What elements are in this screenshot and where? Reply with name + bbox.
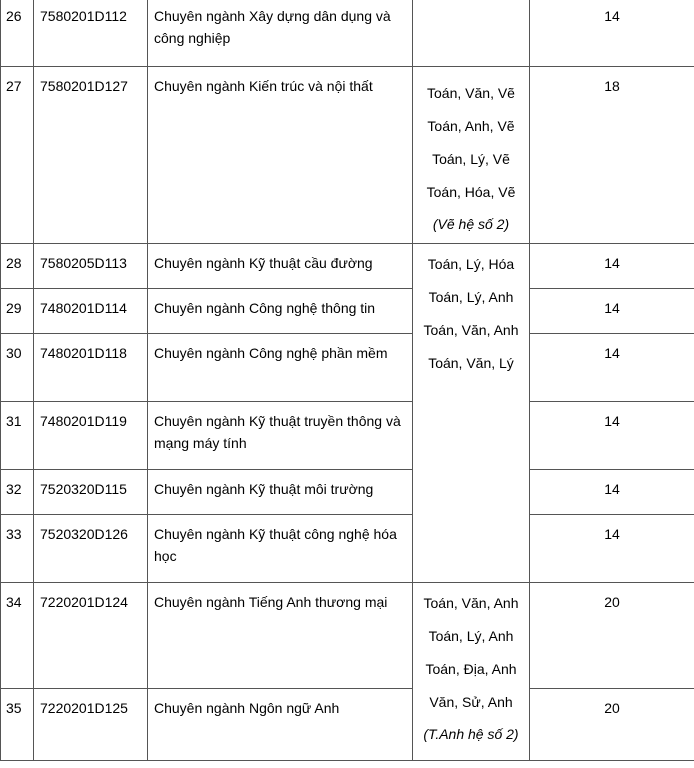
min-score: 14 <box>530 0 694 67</box>
subject-combo: Toán, Văn, Lý <box>428 355 514 371</box>
subject-combo: Toán, Văn, Anh <box>423 595 519 611</box>
subject-combo-cell <box>413 67 530 244</box>
major-code: 7480201D118 <box>34 334 148 402</box>
min-score: 14 <box>530 289 694 334</box>
major-code: 7580201D112 <box>34 0 148 67</box>
row-number: 32 <box>1 470 34 515</box>
major-code: 7480201D119 <box>34 402 148 470</box>
table-row <box>1 67 694 244</box>
min-score: 14 <box>530 470 694 515</box>
subject-combo: Toán, Hóa, Vẽ <box>426 184 516 200</box>
major-name: Chuyên ngành Kỹ thuật cầu đường <box>148 244 413 289</box>
table-row <box>1 583 694 689</box>
min-score: 14 <box>530 402 694 470</box>
subject-combo: Toán, Lý, Hóa <box>427 256 515 272</box>
table-row <box>1 402 694 470</box>
major-code: 7220201D125 <box>34 689 148 761</box>
min-score: 14 <box>530 244 694 289</box>
major-name: Chuyên ngành Tiếng Anh thương mại <box>148 583 413 689</box>
min-score: 14 <box>530 334 694 402</box>
row-number: 30 <box>1 334 34 402</box>
subject-combo: Toán, Lý, Anh <box>428 289 514 305</box>
subject-combo: Toán, Lý, Anh <box>428 628 514 644</box>
major-code: 7520320D126 <box>34 515 148 583</box>
subject-combo: Văn, Sử, Anh <box>429 694 513 710</box>
row-number: 26 <box>1 0 34 67</box>
row-number: 35 <box>1 689 34 761</box>
major-code: 7220201D124 <box>34 583 148 689</box>
row-number: 27 <box>1 67 34 244</box>
table-row <box>1 515 694 583</box>
table-row <box>1 334 694 402</box>
major-name: Chuyên ngành Kiến trúc và nội thất <box>148 67 413 244</box>
subject-combo-cell <box>413 244 530 583</box>
weight-note: (T.Anh hệ số 2) <box>423 726 519 742</box>
major-name: Chuyên ngành Công nghệ phần mềm <box>148 334 413 402</box>
subject-combo: Toán, Văn, Vẽ <box>427 85 515 101</box>
major-code: 7580205D113 <box>34 244 148 289</box>
major-name: Chuyên ngành Ngôn ngữ Anh <box>148 689 413 761</box>
min-score: 20 <box>530 689 694 761</box>
major-code: 7580201D127 <box>34 67 148 244</box>
row-number: 34 <box>1 583 34 689</box>
major-name: Chuyên ngành Kỹ thuật truyền thông và mạng máy tính <box>148 402 413 470</box>
subject-combo: Toán, Địa, Anh <box>425 661 517 677</box>
row-number: 29 <box>1 289 34 334</box>
major-name: Chuyên ngành Kỹ thuật công nghệ hóa học <box>148 515 413 583</box>
major-name: Chuyên ngành Xây dựng dân dụng và công nghiệp <box>148 0 413 67</box>
weight-note: (Vẽ hệ số 2) <box>432 216 510 232</box>
min-score: 14 <box>530 515 694 583</box>
row-number: 33 <box>1 515 34 583</box>
table-row <box>1 0 694 67</box>
min-score: 18 <box>530 67 694 244</box>
subject-combo-cell <box>413 0 530 67</box>
major-name: Chuyên ngành Kỹ thuật môi trường <box>148 470 413 515</box>
major-code: 7480201D114 <box>34 289 148 334</box>
row-number: 31 <box>1 402 34 470</box>
row-number: 28 <box>1 244 34 289</box>
table-row <box>1 289 694 334</box>
subject-combo-cell <box>413 583 530 761</box>
subject-combo: Toán, Văn, Anh <box>423 322 519 338</box>
major-name: Chuyên ngành Công nghệ thông tin <box>148 289 413 334</box>
min-score: 20 <box>530 583 694 689</box>
table-row <box>1 470 694 515</box>
subject-combo: Toán, Lý, Vẽ <box>432 151 510 167</box>
table-row <box>1 689 694 761</box>
table-row <box>1 244 694 289</box>
subject-combo: Toán, Anh, Vẽ <box>427 118 515 134</box>
major-code: 7520320D115 <box>34 470 148 515</box>
